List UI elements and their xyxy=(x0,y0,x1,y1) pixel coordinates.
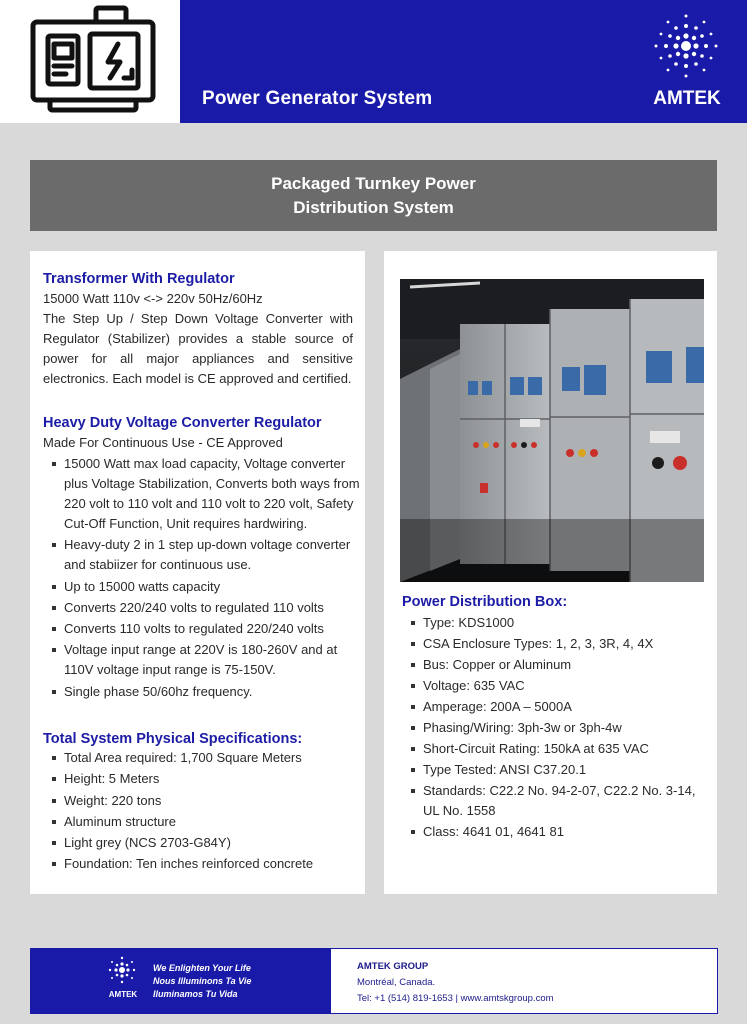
list-item: Aluminum structure xyxy=(43,812,359,832)
switchgear-photo xyxy=(400,279,704,582)
banner-line-1: Packaged Turnkey Power xyxy=(271,174,476,193)
list-item: Weight: 220 tons xyxy=(43,791,359,811)
list-item: Height: 5 Meters xyxy=(43,769,359,789)
brand-name: AMTEK xyxy=(653,88,721,109)
switchgear-illustration xyxy=(400,279,704,582)
footer-tagline-en: We Enlighten Your Life xyxy=(153,963,251,973)
right-card xyxy=(384,251,717,894)
transformer-section xyxy=(43,271,353,389)
distribution-box-heading: Power Distribution Box: xyxy=(402,594,568,610)
physical-specs-section xyxy=(43,731,359,876)
list-item: Standards: C22.2 No. 94-2-07, C22.2 No. 3-14, UL No. 1558 xyxy=(402,781,712,821)
amtek-logo-icon xyxy=(648,10,724,82)
banner-line-2: Distribution System xyxy=(293,198,454,217)
list-item: CSA Enclosure Types: 1, 2, 3, 3R, 4, 4X xyxy=(402,634,712,654)
heavy-duty-list xyxy=(43,454,363,702)
list-item: Bus: Copper or Aluminum xyxy=(402,655,712,675)
list-item: Amperage: 200A – 5000A xyxy=(402,697,712,717)
list-item: Converts 220/240 volts to regulated 110 volts xyxy=(43,598,363,618)
heavy-duty-heading: Heavy Duty Voltage Converter Regulator xyxy=(43,415,322,431)
list-item: Class: 4641 01, 4641 81 xyxy=(402,822,712,842)
list-item: Light grey (NCS 2703-G84Y) xyxy=(43,833,359,853)
generator-icon xyxy=(28,4,158,116)
transformer-description: The Step Up / Step Down Voltage Converter with Regulator (Stabilizer) provides a stable source of power for all major appliances and sensitive electronics. Each model is CE approved and certified. xyxy=(43,311,353,386)
heavy-duty-section xyxy=(43,415,363,703)
list-item: Voltage input range at 220V is 180-260V and at 110V voltage input range is 75-150V. xyxy=(43,640,363,680)
heavy-duty-subtitle: Made For Continuous Use - CE Approved xyxy=(43,435,283,450)
page-footer xyxy=(30,948,718,1014)
footer-brand: AMTEK xyxy=(108,990,138,999)
distribution-box-section xyxy=(402,594,712,843)
footer-tagline-es: Iluminamos Tu Vida xyxy=(153,989,238,999)
list-item: Short-Circuit Rating: 150kA at 635 VAC xyxy=(402,739,712,759)
footer-city: Montréal, Canada. xyxy=(357,977,436,988)
list-item: Type: KDS1000 xyxy=(402,613,712,633)
list-item: Converts 110 volts to regulated 220/240 volts xyxy=(43,619,363,639)
header-icon-panel xyxy=(0,0,180,123)
footer-brand-panel xyxy=(31,949,331,1013)
list-item: Heavy-duty 2 in 1 step up-down voltage converter and stabiizer for continuous use. xyxy=(43,535,363,575)
page-header xyxy=(0,0,747,123)
list-item: Voltage: 635 VAC xyxy=(402,676,712,696)
physical-specs-heading: Total System Physical Specifications: xyxy=(43,731,303,747)
footer-contact[interactable]: Tel: +1 (514) 819-1653 | www.amtskgroup.com xyxy=(357,993,554,1004)
distribution-box-list xyxy=(402,613,712,842)
transformer-spec: 15000 Watt 110v <-> 220v 50Hz/60Hz xyxy=(43,291,263,306)
transformer-heading: Transformer With Regulator xyxy=(43,271,235,287)
left-card xyxy=(30,251,365,894)
footer-tagline-fr: Nous Illuminons Ta Vie xyxy=(153,976,252,986)
physical-specs-list xyxy=(43,748,359,874)
footer-logo-icon xyxy=(103,955,141,985)
list-item: Phasing/Wiring: 3ph-3w or 3ph-4w xyxy=(402,718,712,738)
footer-company: AMTEK GROUP xyxy=(357,961,429,972)
page-title: Power Generator System xyxy=(202,88,433,109)
title-banner xyxy=(30,160,717,231)
list-item: Total Area required: 1,700 Square Meters xyxy=(43,748,359,768)
list-item: Single phase 50/60hz frequency. xyxy=(43,682,363,702)
list-item: Up to 15000 watts capacity xyxy=(43,577,363,597)
list-item: Type Tested: ANSI C37.20.1 xyxy=(402,760,712,780)
list-item: Foundation: Ten inches reinforced concrete xyxy=(43,854,359,874)
list-item: 15000 Watt max load capacity, Voltage converter plus Voltage Stabilization, Converts both ways from 220 volt to 110 volt and 110 volt to 220 volt, Safety Cut-Off Function, Unit requires hardwiring. xyxy=(43,454,363,534)
